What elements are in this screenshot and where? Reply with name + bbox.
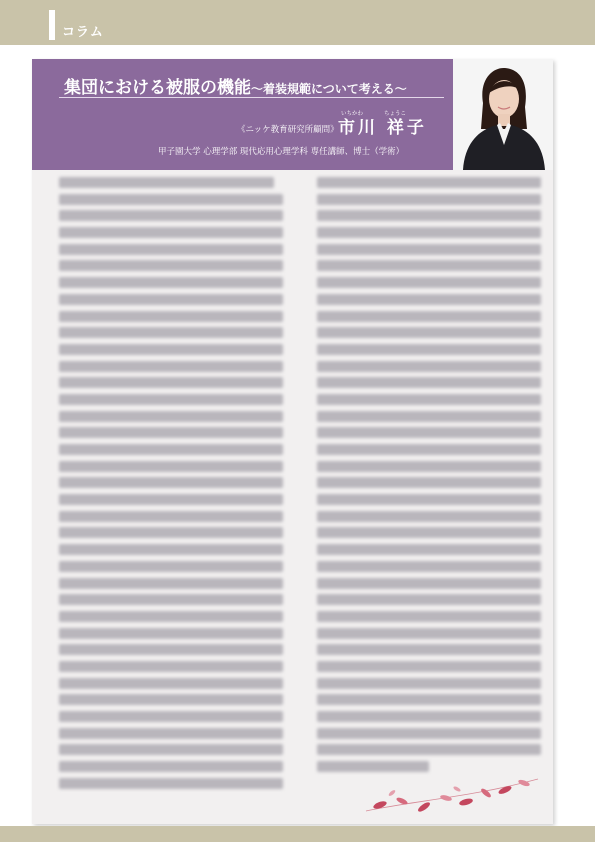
article-body-blurred	[59, 177, 541, 807]
author-affiliation: 《ニッケ教育研究所顧問》	[237, 125, 339, 135]
body-column-right	[317, 177, 541, 778]
title-rule	[59, 97, 444, 98]
title-subtitle: ～着装規範について考える～	[251, 82, 407, 96]
author-ruby-family: いちかわ	[341, 111, 364, 117]
author-position: 甲子園大学 心理学部 現代応用心理学科 専任講師、博士（学術）	[158, 147, 405, 157]
author-ruby-given: ちょうこ	[384, 111, 407, 117]
article-title	[64, 73, 407, 98]
article-header	[32, 59, 453, 170]
flower-petals-icon	[362, 771, 542, 816]
portrait-photo	[453, 59, 553, 170]
section-label: コラム	[62, 25, 104, 40]
section-marker	[49, 10, 55, 40]
article-panel	[32, 59, 553, 824]
title-main: 集団における被服の機能	[64, 78, 251, 98]
author-photo	[453, 59, 553, 170]
author-name: 市川 祥子	[338, 118, 427, 138]
body-column-left	[59, 177, 283, 794]
bottom-band	[0, 826, 595, 842]
